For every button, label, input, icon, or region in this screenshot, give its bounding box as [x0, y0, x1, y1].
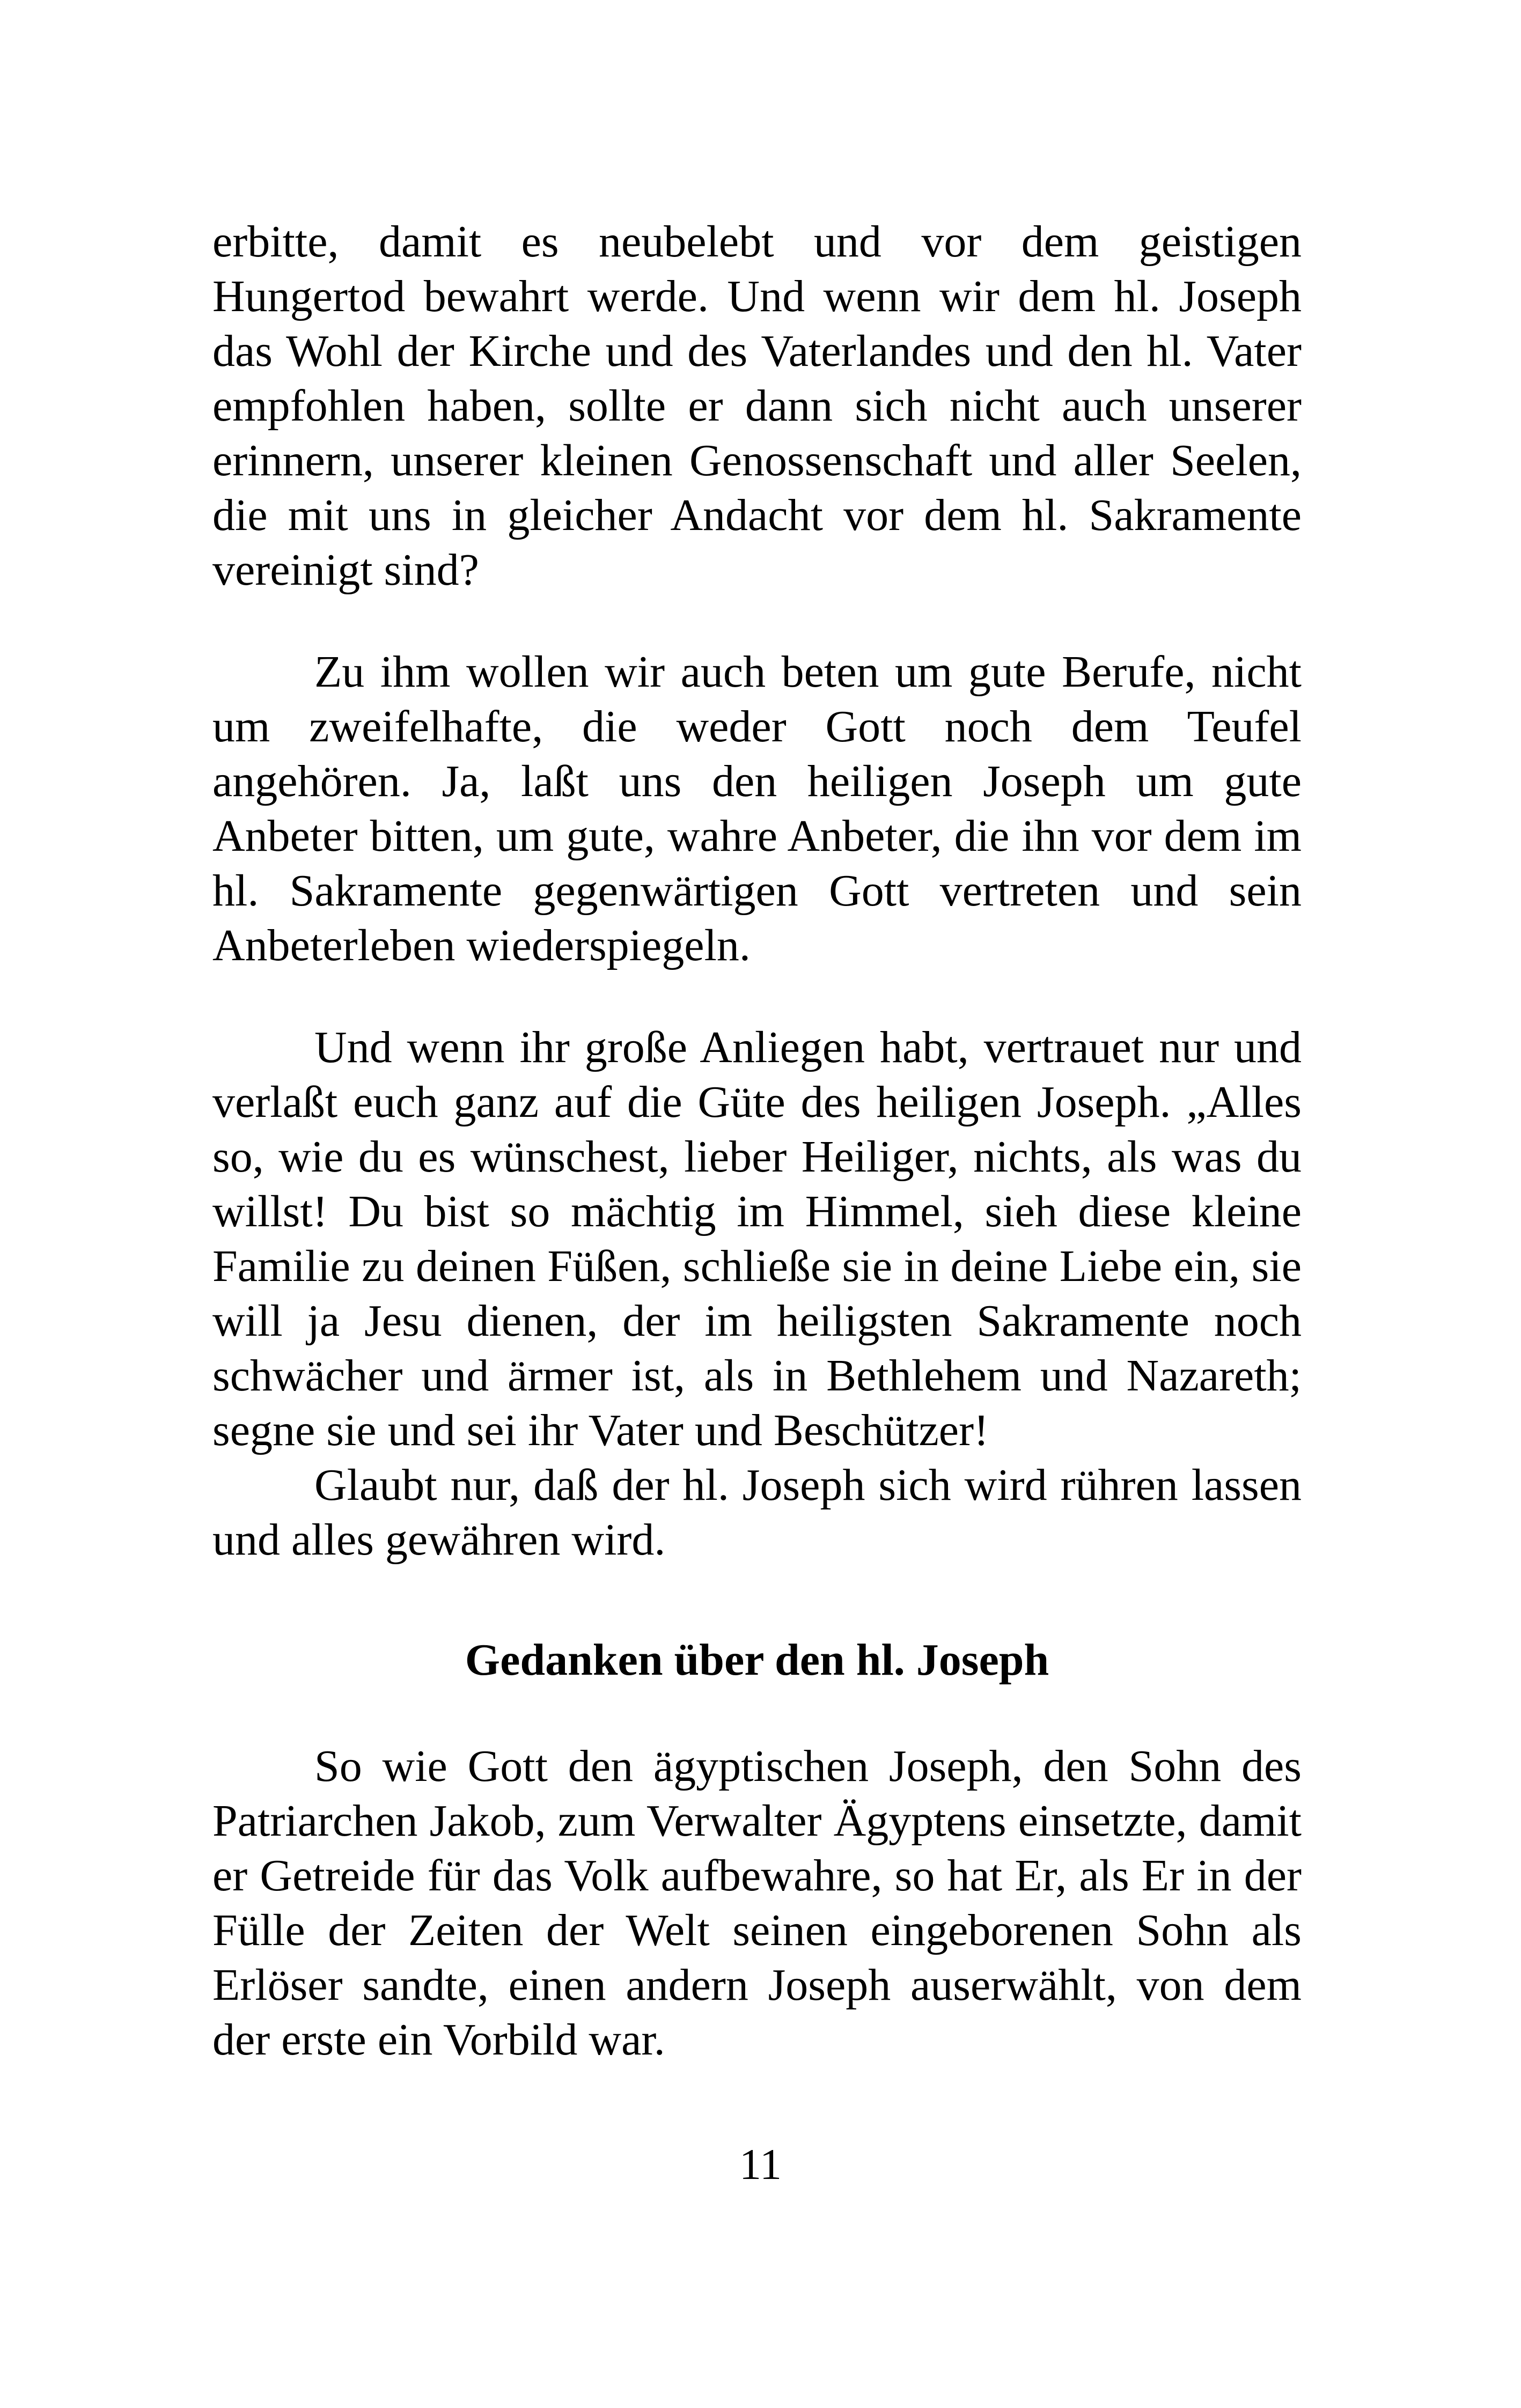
page-body	[212, 215, 1302, 2067]
paragraph-vocations: Zu ihm wollen wir auch beten um gute Berufe, nicht um zweifelhafte, die weder Gott noch dem Teufel angehören. Ja, laßt uns den heiligen Joseph um gute Anbeter bitten, um gute, wahre Anbeter, die ihn vor dem im hl. Sakramente gegenwärtigen Gott vertreten und sein Anbeterleben wiederspiegeln.	[212, 647, 1302, 970]
page-number: 11	[739, 2140, 782, 2189]
paragraph-egyptian-joseph: So wie Gott den ägyptischen Joseph, den Sohn des Patriarchen Jakob, zum Verwalter Ägyptens einsetzte, damit er Getreide für das Volk aufbewahre, so hat Er, als Er in der Fülle der Zeiten der Welt seinen eingeborenen Sohn als Erlöser sandte, einen andern Joseph auserwählt, von dem der erste ein Vorbild war.	[212, 1741, 1302, 2065]
paragraph-continued: erbitte, damit es neubelebt und vor dem geistigen Hungertod bewahrt werde. Und wenn wir dem hl. Joseph das Wohl der Kirche und des Vaterlandes und den hl. Vater empfohlen haben, sollte er dann sich nicht auch unserer erinnern, unserer kleinen Genossenschaft und aller Seelen, die mit uns in gleicher Andacht vor dem hl. Sakramente vereinigt sind?	[212, 217, 1302, 595]
section-heading: Gedanken über den hl. Joseph	[465, 1635, 1049, 1685]
paragraph-concerns: Und wenn ihr große Anliegen habt, vertrauet nur und verlaßt euch ganz auf die Güte des heiligen Joseph. „Alles so, wie du es wünschest, lieber Heiliger, nichts, als was du willst! Du bist so mächtig im Himmel, sieh diese kleine Familie zu deinen Füßen, schließe sie in deine Liebe ein, sie will ja Jesu dienen, der im heiligsten Sakramente noch schwächer und ärmer ist, als in Bethlehem und Nazareth; segne sie und sei ihr Vater und Beschützer!	[212, 1022, 1302, 1455]
paragraph-belief: Glaubt nur, daß der hl. Joseph sich wird rühren lassen und alles gewähren wird.	[212, 1460, 1302, 1565]
